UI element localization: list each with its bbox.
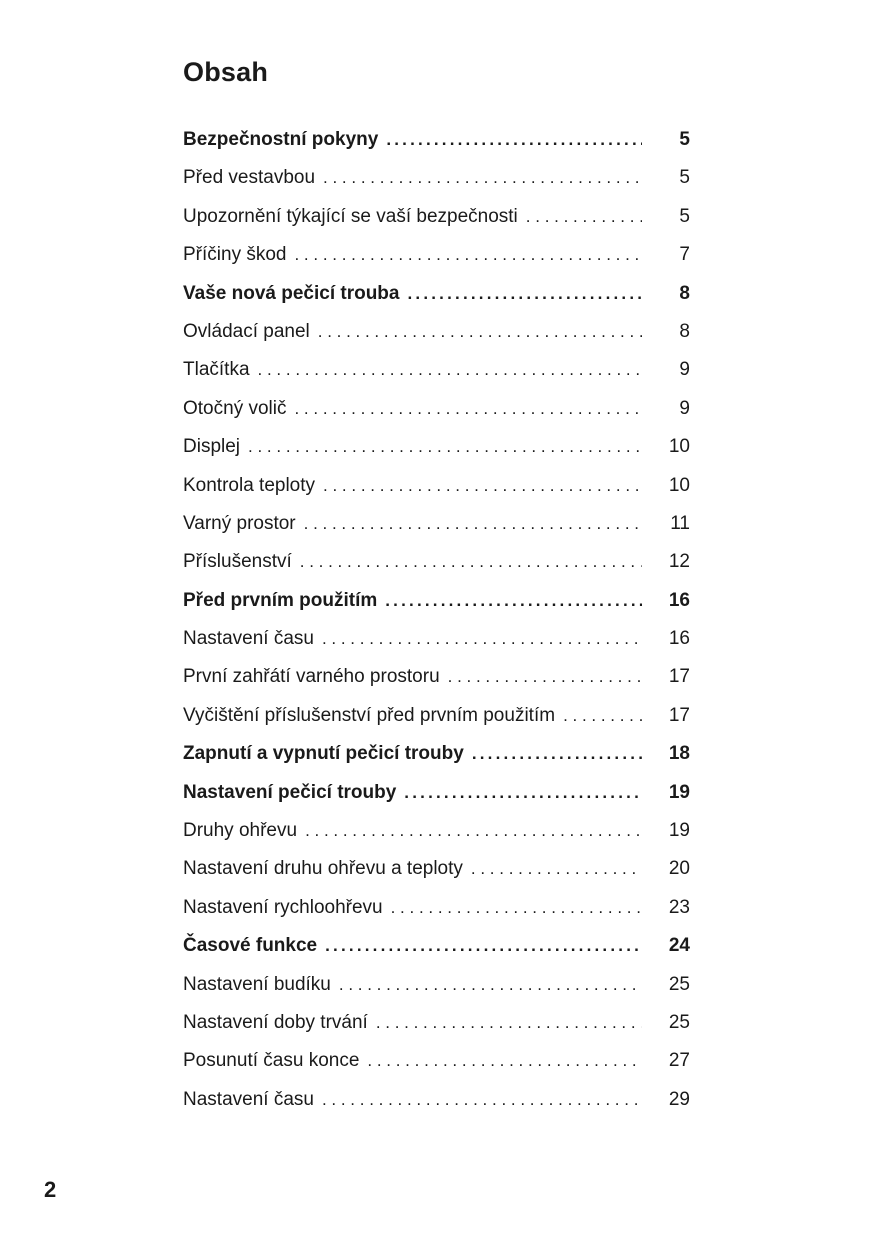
toc-entry-page: 20	[668, 858, 690, 880]
toc-entry-page: 25	[668, 1011, 690, 1033]
toc-entry-page: 10	[668, 474, 690, 496]
toc-entry[interactable]	[183, 620, 690, 658]
toc-entry-title: Bezpečnostní pokyny	[183, 129, 379, 150]
dot-leader	[448, 658, 642, 696]
toc-entry[interactable]	[183, 1081, 690, 1119]
toc-entry-title: Varný prostor	[183, 512, 296, 534]
toc-entry-title: Posunutí času konce	[183, 1050, 360, 1072]
toc-entry-title: Příslušenství	[183, 551, 292, 573]
dot-leader	[407, 275, 642, 313]
toc-entry-title: Nastavení pečicí trouby	[183, 781, 397, 803]
dot-leader	[322, 1081, 642, 1119]
toc-entry-title: Nastavení rychloohřevu	[183, 896, 383, 918]
toc-entry[interactable]	[183, 543, 690, 581]
toc-entry-title: Zapnutí a vypnutí pečicí trouby	[183, 743, 464, 765]
toc-entry[interactable]	[183, 198, 690, 236]
toc-entry-title: Displej	[183, 436, 241, 458]
toc-entry-page: 8	[679, 320, 690, 342]
toc-entry[interactable]	[183, 658, 690, 696]
toc-entry-page: 25	[668, 973, 690, 995]
toc-entry-title: První zahřátí varného prostoru	[183, 666, 440, 688]
dot-leader	[322, 620, 642, 658]
toc-entry[interactable]	[183, 735, 690, 773]
toc-entry-page: 16	[668, 628, 690, 650]
toc-entry-page: 18	[668, 743, 690, 765]
toc-entry[interactable]	[183, 313, 690, 351]
toc-entry-title: Druhy ohřevu	[183, 820, 298, 842]
toc-entry-title: Otočný volič	[183, 397, 287, 419]
dot-leader	[300, 543, 642, 581]
dot-leader	[339, 966, 642, 1004]
toc-entry-page: 29	[668, 1088, 690, 1110]
toc-entry-title: Příčiny škod	[183, 244, 287, 266]
dot-leader	[248, 428, 642, 466]
dot-leader	[391, 889, 642, 927]
toc-entry[interactable]	[183, 812, 690, 850]
dot-leader	[258, 351, 642, 389]
dot-leader	[526, 198, 642, 236]
toc-entry-title: Časové funkce	[183, 935, 318, 957]
toc-entry[interactable]	[183, 850, 690, 888]
toc-entry[interactable]	[183, 121, 690, 159]
toc-entry[interactable]	[183, 428, 690, 466]
table-of-contents	[183, 121, 690, 1119]
dot-leader	[472, 735, 642, 773]
toc-entry-page: 7	[679, 244, 690, 266]
dot-leader	[563, 697, 642, 735]
dot-leader	[323, 467, 642, 505]
toc-entry-page: 17	[668, 666, 690, 688]
toc-entry-title: Nastavení času	[183, 1088, 314, 1110]
toc-entry-page: 9	[679, 397, 690, 419]
toc-entry-page: 5	[679, 167, 690, 189]
toc-entry[interactable]	[183, 505, 690, 543]
toc-entry-title: Tlačítka	[183, 359, 250, 381]
toc-entry-page: 19	[668, 781, 690, 803]
dot-leader	[325, 927, 642, 965]
dot-leader	[318, 313, 642, 351]
toc-entry-page: 19	[668, 820, 690, 842]
toc-entry[interactable]	[183, 582, 690, 620]
toc-entry-page: 10	[668, 436, 690, 458]
toc-entry-page: 27	[668, 1050, 690, 1072]
toc-entry[interactable]	[183, 927, 690, 965]
toc-entry[interactable]	[183, 966, 690, 1004]
toc-entry-page: 5	[679, 205, 690, 227]
toc-entry-page: 8	[679, 282, 690, 304]
toc-entry[interactable]	[183, 1004, 690, 1042]
toc-entry[interactable]	[183, 236, 690, 274]
page-number: 2	[44, 1177, 57, 1202]
toc-entry-title: Upozornění týkající se vaší bezpečnosti	[183, 205, 518, 227]
toc-entry[interactable]	[183, 889, 690, 927]
toc-entry-title: Před prvním použitím	[183, 589, 378, 611]
toc-entry[interactable]	[183, 351, 690, 389]
dot-leader	[386, 121, 642, 159]
toc-entry-title: Ovládací panel	[183, 320, 310, 342]
toc-entry-page: 12	[668, 551, 690, 573]
toc-entry-title: Před vestavbou	[183, 167, 316, 189]
toc-entry[interactable]	[183, 467, 690, 505]
dot-leader	[367, 1042, 642, 1080]
toc-entry-title: Nastavení budíku	[183, 973, 331, 995]
toc-entry[interactable]	[183, 697, 690, 735]
page-title: Obsah	[183, 57, 269, 87]
dot-leader	[404, 774, 642, 812]
dot-leader	[294, 236, 642, 274]
dot-leader	[471, 850, 642, 888]
dot-leader	[385, 582, 642, 620]
dot-leader	[376, 1004, 642, 1042]
toc-entry-title: Nastavení času	[183, 628, 314, 650]
toc-entry-page: 9	[679, 359, 690, 381]
toc-entry-title: Nastavení doby trvání	[183, 1011, 368, 1033]
toc-entry[interactable]	[183, 390, 690, 428]
toc-entry-page: 23	[668, 896, 690, 918]
toc-entry[interactable]	[183, 159, 690, 197]
toc-entry-title: Vyčištění příslušenství před prvním použitím	[183, 704, 556, 726]
toc-entry-page: 5	[679, 129, 690, 150]
toc-entry-page: 11	[670, 512, 690, 534]
dot-leader	[304, 505, 642, 543]
dot-leader	[294, 390, 642, 428]
toc-entry-page: 24	[668, 935, 690, 957]
toc-entry-title: Kontrola teploty	[183, 474, 316, 496]
toc-entry[interactable]	[183, 275, 690, 313]
toc-entry-page: 17	[668, 704, 690, 726]
dot-leader	[305, 812, 642, 850]
toc-entry[interactable]	[183, 774, 690, 812]
toc-entry-page: 16	[668, 589, 690, 611]
toc-entry-title: Vaše nová pečicí trouba	[183, 282, 400, 304]
toc-entry-title: Nastavení druhu ohřevu a teploty	[183, 858, 463, 880]
dot-leader	[323, 159, 642, 197]
toc-entry[interactable]	[183, 1042, 690, 1080]
